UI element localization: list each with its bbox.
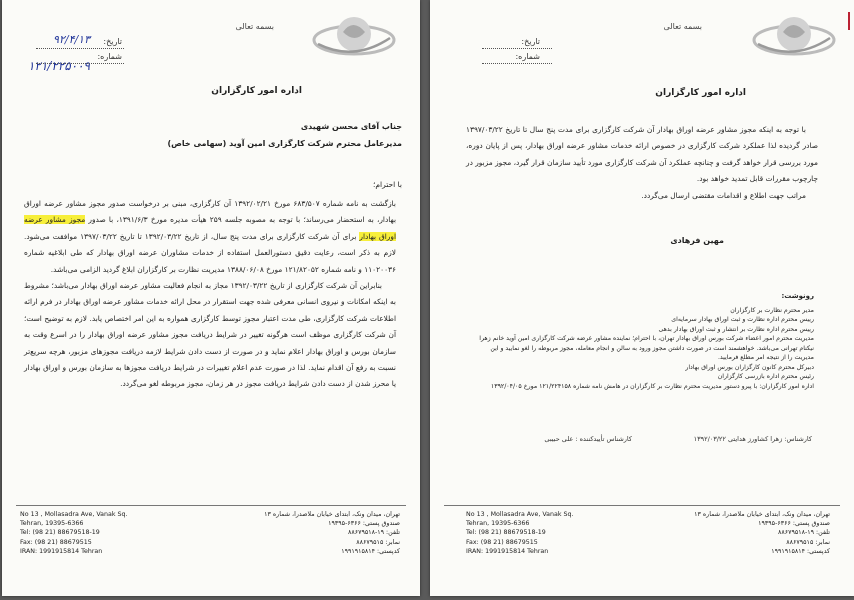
footer-fa-line: صندوق پستی: ۶۳۶۶-۱۹۳۹۵ xyxy=(758,520,830,528)
letter-body-right xyxy=(466,122,818,204)
right-letter-page xyxy=(430,0,854,596)
number-label: شماره: xyxy=(97,52,122,61)
footer-fa-line: نمابر: ۸۸۶۷۹۵۱۵ xyxy=(786,538,830,546)
footer-en-line: Fax: (98 21) 88679515 xyxy=(466,538,538,546)
clerk-approver: کارشناس تأییدکننده : علی حبیبی xyxy=(544,435,632,443)
footer-en-line: Tel: (98 21) 88679518-19 xyxy=(20,529,100,537)
footer-fa-line: تلفن: ۱۹-۸۸۶۷۹۵۱۸ xyxy=(777,529,830,537)
footer-fa-line: تهران، میدان ونک، ابتدای خیابان ملاصدرا، شماره ۱۳ xyxy=(694,511,830,518)
footer-en-line: IRAN: 1991915814 Tehran xyxy=(20,547,103,555)
cc-item: دبیرکل محترم کانون کارگزاران بورس اوراق بهادار xyxy=(685,363,814,371)
cc-item: مدیریت را از نتیجه امر مطلع فرمایید. xyxy=(717,354,814,361)
paragraph-2: بنابراین آن شرکت کارگزاری از تاریخ ۱۳۹۲/۰۳/۲۲ مجاز به انجام فعالیت مشاور عرضه اوراق بهادار می‌باشد؛ مشروط به اینکه امکانات و نیروی انسانی معرفی شده جهت استقرار در محل ارائه خدمات مشاور عرضه اوراق بهادار در فرم ارائه اطلاعات شرکت کارگزاری، طی مدت اعتبار مجوز توسط کارگزاری همواره به این امر اختصاص یابد. لازم به توضیح است؛ آن شرکت کارگزاری موظف است هرگونه تغییر در شرایط دریافت مجوز مشاور عرضه اوراق بهادار را در اسرع وقت به سازمان بورس و اوراق بهادار اعلام نماید و در صورت از دست دادن شرایط لازمه دریافت مجوزهای مزبور، هرچه سریع‌تر نسبت به رفع آن اقدام نماید. لذا در صورت عدم اعلام تغییرات در شرایط دریافت مجوزها به سازمان بورس و اوراق بهادار یا محرز شدن از دست دادن شرایط دریافت مجوز در هر زمان، مجوز مربوطه لغو می‌گردد. xyxy=(24,281,396,389)
footer-en-line: Fax: (98 21) 88679515 xyxy=(20,538,92,546)
recipient-title: مدیرعامل محترم شرکت کارگزاری امین آوید (سهامی خاص) xyxy=(167,139,402,148)
footer-english-address xyxy=(466,510,574,556)
exchange-logo-icon xyxy=(310,10,398,68)
bismillah: بسمه تعالی xyxy=(663,22,702,31)
footer-en-line: Tehran, 19395-6366 xyxy=(20,520,84,528)
date-value: ۹۲/۴/۱۳ xyxy=(53,33,90,46)
footer-rule xyxy=(16,505,406,506)
letter-body-left xyxy=(24,196,396,393)
cc-item: اداره امور کارگزاران: با پیرو دستور مدیریت محترم نظارت بر کارگزاران در هامش نامه شماره ۱۲۱/۲۲۴۱۵۸ مورخ ۱۳۹۲/۰۴/۰۵ xyxy=(490,382,814,390)
paragraph-2: مراتب جهت اطلاع و اقدامات مقتضی ارسال می‌گردد. xyxy=(641,190,806,200)
exchange-logo-icon xyxy=(750,10,838,68)
cc-item: مدیر محترم نظارت بر کارگزاران xyxy=(730,306,814,314)
date-rule xyxy=(482,48,552,49)
cc-item: رییس محترم اداره نظارت و ثبت اوراق بهادار سرمایه‌ای xyxy=(671,316,814,323)
footer-fa-line: صندوق پستی: ۶۳۶۶-۱۹۳۹۵ xyxy=(328,520,400,528)
footer-en-line: No 13 , Mollasadra Ave, Vanak Sq. xyxy=(466,511,574,518)
footer-en-line: Tel: (98 21) 88679518-19 xyxy=(466,529,546,537)
clerk-author: کارشناس: زهرا کشاورز هدایتی ۱۳۹۲/۰۳/۲۲ xyxy=(693,435,812,443)
footer-en-line: Tehran, 19395-6366 xyxy=(466,520,530,528)
carbon-copy-list xyxy=(474,292,814,391)
department-title: اداره امور کارگزاران xyxy=(655,88,746,98)
cc-heading: رونوشت: xyxy=(781,292,814,300)
footer-persian-address xyxy=(264,510,400,556)
department-title: اداره امور کارگزاران xyxy=(211,86,302,96)
signer-name: مهین فرهادی xyxy=(670,236,724,245)
paragraph-1: با توجه به اینکه مجوز مشاور عرضه اوراق بهادار آن شرکت کارگزاری برای مدت پنج سال تا تاریخ ۱۳۹۷/۰۳/۲۲ صادر گردیده لذا عملکرد شرکت کارگزاری در خصوص ارائه خدمات مشاور عرضه اوراق بهادار، پس از پایان دوره، مورد بررسی قرار خواهد گرفت و چنانچه عملکرد آن شرکت کارگزاری مورد تأیید سازمان قرار گیرد، مجوز مزبور در چارچوب مقررات قابل تمدید خواهد بود. xyxy=(466,125,818,184)
greeting: با احترام؛ xyxy=(373,180,402,189)
highlighted-license-text: مجوز مشاور عرضه اوراق بهادار xyxy=(24,215,397,241)
bismillah: بسمه تعالی xyxy=(235,22,274,31)
footer-rule xyxy=(444,505,840,506)
red-corner-mark xyxy=(843,12,850,30)
cc-item: مدیریت محترم امور اعضاء شرکت بورس اوراق بهادار تهران، با احترام؛ نماینده مشاور عرضه شرکت کارگزاری امین آوید خانم زهرا نیکنام تهرانی می‌باشد. خواهشمند است در صورت داشتن مجوز ورود به سالن و انجام معامله، مجوز مربوطه را لغو نمایید و این xyxy=(479,335,814,352)
date-label: تاریخ: xyxy=(103,37,122,46)
number-rule xyxy=(482,63,552,64)
number-rule xyxy=(36,63,124,64)
footer-english-address xyxy=(20,510,128,556)
recipient-name: جناب آقای محسن شهیدی xyxy=(300,122,402,131)
paragraph-1-part-a: بازگشت به نامه شماره ۶۸۳/۵۰۷ مورخ ۱۳۹۲/۰۲/۲۱ آن کارگزاری، مبنی بر درخواست صدور مجوز مشاور عرضه اوراق بهادار، به استحضار می‌رساند؛ با توجه به مصوبه جلسه ۲۵۹ هیأت مدیره مورخ ۱۳۹۱/۶/۳، xyxy=(24,199,396,225)
footer-fa-line: تهران، میدان ونک، ابتدای خیابان ملاصدرا، شماره ۱۳ xyxy=(264,511,400,518)
date-label: تاریخ: xyxy=(521,37,540,46)
footer-persian-address xyxy=(694,510,830,556)
footer-fa-line: تلفن: ۱۹-۸۸۶۷۹۵۱۸ xyxy=(347,529,400,537)
footer-en-line: IRAN: 1991915814 Tehran xyxy=(466,547,549,555)
cc-item: رییس محترم اداره نظارت بر انتشار و ثبت اوراق بهادار بدهی xyxy=(658,325,814,333)
number-label: شماره: xyxy=(515,52,540,61)
paragraph-1-part-b: با صدور xyxy=(88,215,114,225)
footer-fa-line: نمابر: ۸۸۶۷۹۵۱۵ xyxy=(356,538,400,546)
left-letter-page xyxy=(2,0,420,596)
paragraph-1 xyxy=(24,196,396,278)
footer-en-line: No 13 , Mollasadra Ave, Vanak Sq. xyxy=(20,511,128,518)
footer-fa-line: کدپستی: ۱۹۹۱۹۱۵۸۱۴ xyxy=(341,547,400,555)
paragraph-1-part-c: برای آن شرکت کارگزاری برای مدت پنج سال، از تاریخ ۱۳۹۲/۰۳/۲۲ تا تاریخ ۱۳۹۷/۰۳/۲۲ موافقت می‌شود. لازم به ذکر است، رعایت دقیق دستورالعمل استفاده از خدمات مشاوران عرضه اوراق بهادار که طی ابلاغیه شماره ۱۱۰۲۰۰۳۶ و نامه شماره ۱۲۱/۸۲۰۵۲ مورخ ۱۳۸۸/۰۶/۰۸ مدیریت نظارت بر کارگزاران ابلاغ گردید الزامی می‌باشد. xyxy=(24,231,396,274)
number-value: ۱۲۱/۲۲۵۰۰۹ xyxy=(27,59,90,73)
cc-item: رئیس محترم اداره بازرسی کارگزاران xyxy=(717,373,814,380)
footer-fa-line: کدپستی: ۱۹۹۱۹۱۵۸۱۴ xyxy=(771,547,830,555)
date-rule xyxy=(36,48,124,49)
